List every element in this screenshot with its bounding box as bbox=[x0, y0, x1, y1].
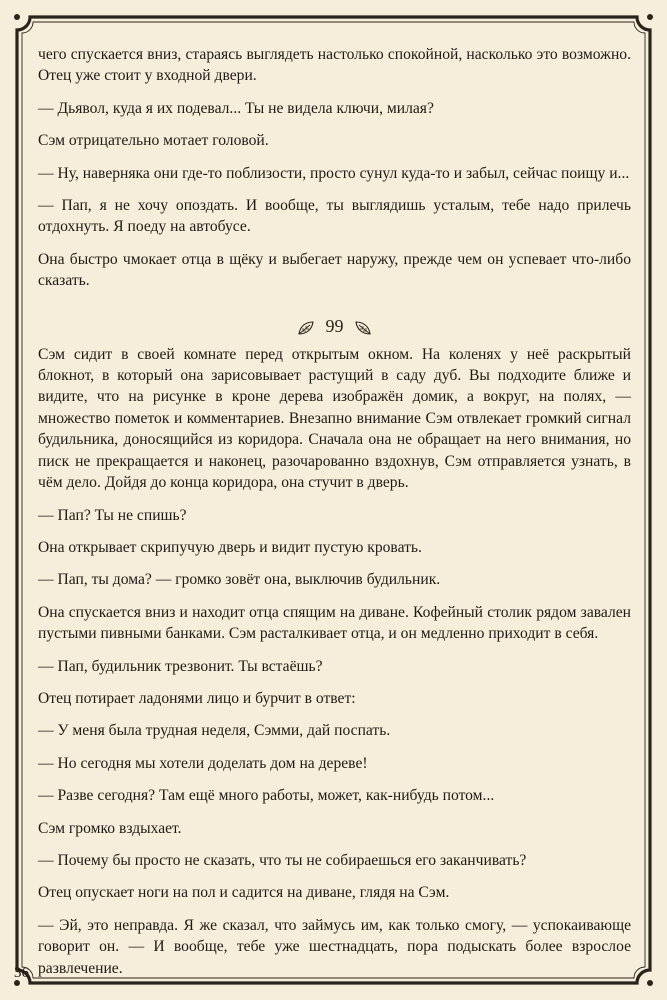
paragraph: — Почему бы просто не сказать, что ты не собираешься его заканчивать? bbox=[38, 851, 527, 869]
page-number: 36 bbox=[14, 965, 29, 981]
paragraph: Отец потирает ладонями лицо и бурчит в ответ: bbox=[38, 689, 356, 707]
paragraph: чего спускается вниз, стараясь выглядеть настолько спокойной, насколько это возможно. Отец уже стоит у входной двери. bbox=[38, 46, 631, 85]
paragraph: Она быстро чмокает отца в щёку и выбегает наружу, прежде чем он успевает что-либо сказать. bbox=[38, 250, 631, 290]
paragraph: — Пап? Ты не спишь? bbox=[38, 506, 187, 524]
paragraph: — Пап, будильник трезвонит. Ты встаёшь? bbox=[38, 657, 323, 675]
paragraph: Сэм сидит в своей комнате перед открытым окном. На коленях у неё раскрытый блокнот, в который она зарисовывает растущий в саду дуб. Вы подходите ближе и видите, что на рисунке в кроне дерева изображён домик, а вокруг, на полях, — множество пометок и комментариев. Внезапно внимание Сэм отвлекает громкий сигнал будильника, доносящийся из коридора. Сначала она не обращает на него внимания, но писк не прекращается и наконец, разочарованно вздохнув, Сэм отправляется узнать, в чём дело. Дойдя до конца коридора, она стучит в дверь. bbox=[38, 345, 631, 492]
paragraph: Она открывает скрипучую дверь и видит пустую кровать. bbox=[38, 538, 422, 556]
paragraph: — Разве сегодня? Там ещё много работы, может, как-нибудь потом... bbox=[38, 787, 495, 805]
paragraphs-after bbox=[38, 344, 631, 979]
paragraph: — Но сегодня мы хотели доделать дом на дереве! bbox=[38, 754, 368, 772]
paragraph: Отец опускает ноги на пол и садится на диване, глядя на Сэм. bbox=[38, 884, 450, 902]
paragraph: — Ну, наверняка они где-то поблизости, просто сунул куда-то и забыл, сейчас поищу и... bbox=[38, 164, 630, 182]
page-text bbox=[38, 44, 631, 990]
paragraph: — Пап, ты дома? — громко зовёт она, выключив будильник. bbox=[38, 571, 441, 589]
paragraph: Она спускается вниз и находит отца спящим на диване. Кофейный столик рядом завален пустыми пивными банками. Сэм расталкивает отца, и он медленно приходит в себя. bbox=[38, 603, 631, 643]
paragraph: — Эй, это неправда. Я же сказал, что займусь им, как только смогу, — успокаивающе говорит он. — И вообще, тебе уже шестнадцать, пора подыскать более взрослое развлечение. bbox=[38, 916, 631, 977]
paragraph: — Пап, я не хочу опоздать. И вообще, ты выглядишь усталым, тебе надо прилечь отдохнуть. Я поеду на автобусе. bbox=[38, 197, 631, 236]
paragraph: Сэм громко вздыхает. bbox=[38, 819, 182, 837]
paragraphs-before bbox=[38, 44, 631, 292]
leaf-ornament-icon bbox=[354, 320, 372, 336]
section-number: 99 bbox=[325, 315, 344, 336]
paragraph: Сэм отрицательно мотает головой. bbox=[38, 132, 269, 150]
paragraph: — У меня была трудная неделя, Сэмми, дай поспать. bbox=[38, 722, 391, 740]
leaf-ornament-icon bbox=[297, 320, 315, 336]
paragraph: — Дьявол, куда я их подевал... Ты не видела ключи, милая? bbox=[38, 99, 434, 117]
section-heading bbox=[38, 314, 631, 338]
